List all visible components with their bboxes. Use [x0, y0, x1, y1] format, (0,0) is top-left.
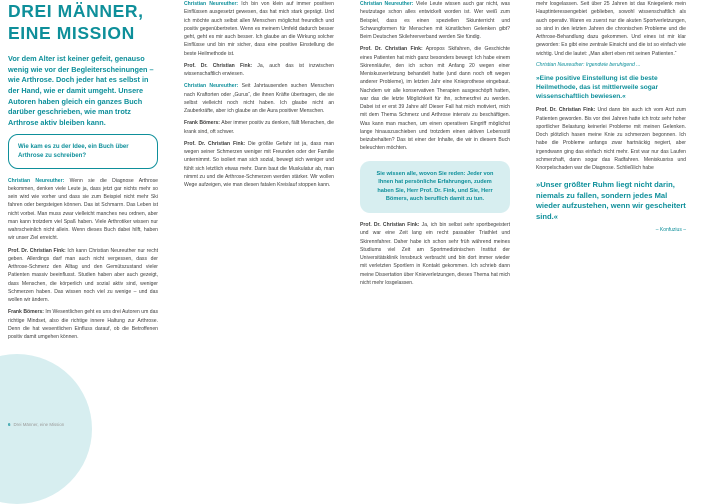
paragraph: [8, 177, 158, 243]
paragraph-text: Die größte Gefahr ist ja, dass man wegen seiner Schmerzen weniger mit Freunden oder der Familie unternimmt. So isoliert man sich sozial, bewegt sich weniger und fühlt sich letztlich etwas mehr. Dann baut die Muskulatur ab, man nimmt zu und die Arthrose-Schmerzen werden stärker. Wir wollen Wege aufzeigen, wie man diesen fatalen Kreislauf stoppen kann.: [184, 140, 334, 188]
paragraph-text: Ja, auch das ist inzwischen wissenschaftlich erwiesen.: [184, 62, 334, 77]
speaker-label: Christian Neureuther:: [184, 1, 239, 7]
paragraph: [536, 106, 686, 172]
column-4: [536, 0, 686, 404]
paragraph-text: mehr losgelassen. Seit über 25 Jahren ist das Kniegelenk mein Hauptinteressengebiet geblieben, sowohl wissenschaftlich als auch operativ. Waren es zuerst nur die akuten Sportverletzungen, so sind in den letzten Jahren die chronischen Probleme und die Arthrose-Behandlung dazu gekommen. Und eines ist mir klar geworden: Es gibt eine zentrale Einsicht und die ist so einfach wie wichtig. Und die lautet: „Man altert eben mit seinen Patienten.“: [536, 1, 686, 57]
paragraph-text: Seit Jahrtausenden suchen Menschen nach Kraftorten oder „Gurus“, die ihnen Kräfte übertragen, die sie selbst vielleicht noch nicht haben. Ich glaube nicht an Zauberkräfte, aber ich glaube an die Aura positiver Menschen.: [184, 83, 334, 114]
paragraph: [8, 247, 158, 305]
page-title-line2: EINE MISSION: [8, 22, 135, 43]
paragraph-text: Und dann bin auch ich vom Arzt zum Patienten geworden. Bis vor drei Jahren hatte ich trotz sehr hoher sportlicher Belastung keinerlei Probleme mit meinen Gelenken. Doch plötzlich hasen meine Knie zu schmerzen begonnen. Ich habe die Probleme anfangs zwar hartnäckig negiert, aber irgendwann ging das einfach nicht mehr. Erst war nur das Laufen schmerzhaft, dann sogar das Radfahren. Meniskusriss und Knorpelschaden war die Diagnose. Schließlich habe: [536, 107, 687, 172]
speaker-label: Christian Neureuther:: [360, 1, 414, 7]
paragraph: [8, 308, 158, 341]
column-1: [8, 0, 158, 404]
paragraph-text: Ja, ich bin selbst sehr sportbegeistert und war eine Zeit lang ein recht passabler Triathlet und Skirennfahrer. Daher habe ich schon sehr früh während meines Studiums viel Zeit am Sportmedizinischen Institut der Universitätsklinik Innsbruck verbracht und bin dort immer wieder mit verletzten Sportlern in Kontakt gekommen. Ich schrieb dann meine Dissertation über Knieverletzungen, dieses Thema hat mich nicht mehr losgelassen.: [360, 222, 510, 286]
speaker-label: Frank Bömers:: [8, 309, 44, 316]
page-footer: [8, 422, 64, 427]
paragraph: [360, 45, 510, 152]
section-subhead: »Eine positive Einstellung ist die beste Heilmethode, das ist mittlerweile sogar wissenschaftlich bewiesen.«: [536, 74, 659, 100]
column-2: [184, 0, 334, 404]
pull-quote-text: »Unser größter Ruhm liegt nicht darin, niemals zu fallen, sondern jedes Mal wieder aufzustehen, wenn wir gescheitert sind.«: [536, 180, 686, 221]
pull-quote: [536, 180, 686, 234]
paragraph-text: Im Wesentlichen geht es uns drei Autoren um das richtige Mindset, also die richtige innere Haltung zur Arthrose. Denn die hat wesentlichen Einfluss darauf, ob die Betroffenen positiv damit umgehen können.: [8, 309, 158, 341]
paragraph-text: Viele Leute wissen auch gar nicht, was heutzutage schon alles entwickelt worden ist. Wer weiß zum Beispiel, dass es einen speziellen Skiunterricht und Schwungformen für Menschen mit künstlichen Gelenken gibt? Beim Deutschen Skilehrerverband werden Sie fündig.: [360, 1, 510, 40]
paragraph-text: Apropos Skifahren, die Geschichte eines Patienten hat mich ganz besonders bewegt: Ich habe einem Skirennläufer, den ich schon mit Anfang 20 wegen einer Meniskusverletzung behandelt hatte (und dann noch oft wegen anderer Probleme), im letzten Jahr eine Knieprothese eingebaut. Nachdem wir alle konservativen Therapien ausgeschöpft hatten, war das die letzte Möglichkeit für ihn, schmerzfrei zu werden. Dabei ist er erst 39 Jahre alt! Dieser Fall hat mich motiviert, mich mit dem Thema Schmerz und Arthrose intensiv zu beschäftigen. Was kann man machen, um einen operativen Eingriff möglichst lange hinauszuschieben und trotzdem einen aktiven Lebensstil beizubehalten? Das ist einer der Inhalte, die wir in diesem Buch beleuchten möchten.: [360, 46, 510, 152]
paragraph: [360, 0, 510, 41]
page-number: 6: [8, 422, 11, 427]
paragraph: [184, 62, 334, 79]
speaker-label: Prof. Dr. Christian Fink:: [184, 62, 253, 69]
interview-highlight-box: Sie wissen alle, wovon Sie reden: Jeder von Ihnen hat persönliche Erfahrungen, zudem haben Sie, Herr Prof. Dr. Fink, und Sie, Herr Bömers, auch beruflich damit zu tun.: [360, 161, 510, 214]
pull-quote-attribution: – Konfuzius –: [655, 227, 686, 234]
interview-caption: Christian Neureuther: Irgendwie beruhigend ...: [536, 61, 641, 68]
paragraph-text: Ich bin von klein auf immer positiven Einflüssen ausgesetzt gewesen, das hat mich stark geprägt. Und ich möchte auch selbst allen Menschen möglichst freundlich und positiv gegenübertreten. Wenn es meinem Umfeld dadurch besser geht, geht es mir auch besser. Ich glaube an die Wirkung solcher Einflüsse und bin mir sicher, dass eine positive Einstellung die beste Heilmethode ist.: [184, 1, 334, 57]
paragraph-text: Ich kann Christian Neureuther nur recht geben. Allerdings darf man auch nicht vergessen, dass der Arthrose-Schmerz den Alltag und den Gemütszustand vieler Patienten massiv beeinflusst. Studien haben aber auch gezeigt, dass Menschen, die körperlich und sozial aktiv sind, weniger Schmerzen haben. Das wissen noch viel zu wenige – und das wollen wir ändern.: [8, 247, 159, 304]
speaker-label: Prof. Dr. Christian Fink:: [360, 46, 423, 53]
speaker-label: Prof. Dr. Christian Fink:: [536, 107, 596, 114]
speaker-label: Frank Bömers:: [184, 120, 221, 127]
speaker-label: Prof. Dr. Christian Fink:: [184, 140, 246, 147]
paragraph: [184, 0, 334, 58]
paragraph: [184, 140, 334, 190]
speaker-label: Prof. Dr. Christian Fink:: [8, 247, 66, 254]
column-3: [360, 0, 510, 404]
article-lede: Vor dem Alter ist keiner gefeit, genauso wenig wie vor der Begleiterscheinungen – wie Arthrose. Doch jeder hat es selbst in der Hand, wie er damit umgeht. Unsere Autoren haben gleich ein ganzes Buch darüber geschrieben, wie man trotz Arthrose aktiv bleiben kann.: [8, 54, 154, 127]
speaker-label: Christian Neureuther:: [8, 177, 65, 184]
paragraph-text: Wenn sie die Diagnose Arthrose bekommen, denken viele Leute ja, dass jetzt gar nichts mehr so sein wird wie vorher und dass sie zum Beispiel nicht mehr Ski fahren oder bergsteigen können. Das ist Schmarrn. Das Leben ist nicht vorbei. Man muss zwar vielleicht manches neu ordnen, aber man kann trotzdem viel Spaß haben. Viele Arthrotiker wissen nur wahrscheinlich nicht allein. Wenn dieses Buch dabei hilft, haben wir unser Ziel erreicht.: [8, 177, 158, 242]
paragraph-text: Aber immer positiv zu denken, fällt Menschen, die krank sind, oft schwer.: [184, 120, 334, 135]
speaker-label: Christian Neureuther:: [184, 83, 239, 90]
footer-section-label: Drei Männer, eine Mission: [13, 422, 65, 427]
paragraph: [184, 82, 334, 115]
paragraph: [536, 0, 686, 58]
paragraph: [184, 119, 334, 136]
paragraph: [360, 221, 510, 287]
speaker-label: Prof. Dr. Christian Fink:: [360, 222, 420, 229]
interview-question-box: Wie kam es zu der Idee, ein Buch über Arthrose zu schreiben?: [8, 134, 158, 168]
page-title-line1: DREI MÄNNER,: [8, 1, 144, 21]
